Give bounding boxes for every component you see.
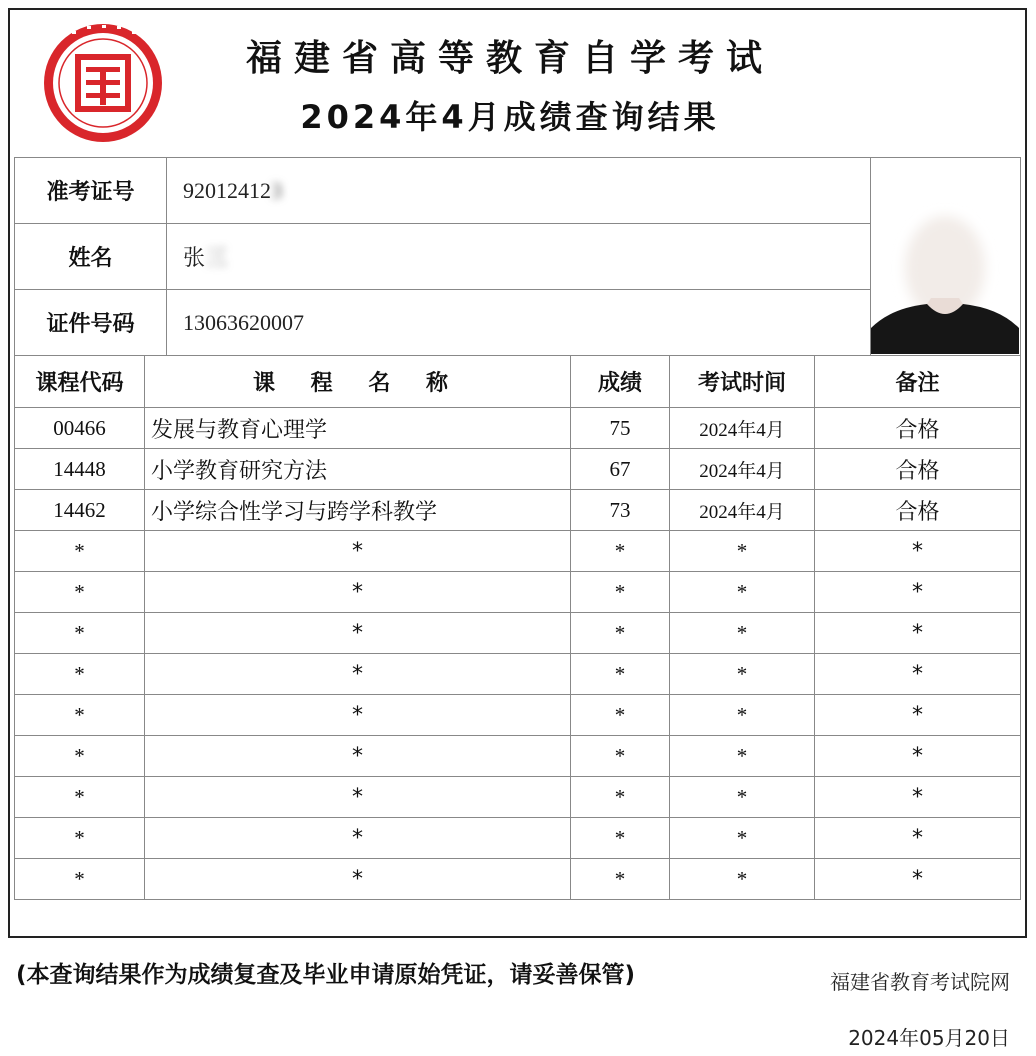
header-course-name: 课 程 名 称 bbox=[145, 356, 571, 408]
course-code-cell: 14448 bbox=[15, 449, 145, 490]
exam-time-cell: * bbox=[670, 613, 815, 654]
exam-time-cell: * bbox=[670, 695, 815, 736]
table-row bbox=[15, 490, 1021, 531]
course-code-cell: * bbox=[15, 736, 145, 777]
score-cell: * bbox=[571, 777, 670, 818]
table-row bbox=[15, 818, 1021, 859]
name-value: 张三 bbox=[167, 224, 871, 290]
course-code-cell: * bbox=[15, 695, 145, 736]
footer-date: 2024年05月20日 bbox=[848, 1026, 1010, 1050]
exam-time-cell: 2024年4月 bbox=[670, 490, 815, 531]
remark-cell: * bbox=[815, 531, 1021, 572]
course-name-cell: 小学综合性学习与跨学科教学 bbox=[145, 490, 571, 531]
course-code-cell: * bbox=[15, 654, 145, 695]
score-cell: * bbox=[571, 572, 670, 613]
course-name-cell: * bbox=[145, 654, 571, 695]
exam-time-cell: * bbox=[670, 777, 815, 818]
course-code-cell: 14462 bbox=[15, 490, 145, 531]
score-cell: * bbox=[571, 818, 670, 859]
course-code-cell: * bbox=[15, 777, 145, 818]
remark-cell: 合格 bbox=[815, 490, 1021, 531]
candidate-photo-icon bbox=[871, 158, 1019, 354]
score-cell: 67 bbox=[571, 449, 670, 490]
course-name-cell: * bbox=[145, 613, 571, 654]
course-name-cell: * bbox=[145, 531, 571, 572]
exam-time-cell: 2024年4月 bbox=[670, 449, 815, 490]
remark-cell: 合格 bbox=[815, 408, 1021, 449]
table-row bbox=[15, 695, 1021, 736]
course-code-cell: * bbox=[15, 818, 145, 859]
course-code-cell: * bbox=[15, 531, 145, 572]
score-cell: * bbox=[571, 654, 670, 695]
remark-cell: * bbox=[815, 777, 1021, 818]
remark-cell: * bbox=[815, 695, 1021, 736]
scores-header-row bbox=[15, 356, 1021, 408]
score-cell: * bbox=[571, 613, 670, 654]
table-row bbox=[15, 777, 1021, 818]
remark-cell: * bbox=[815, 859, 1021, 900]
score-cell: 75 bbox=[571, 408, 670, 449]
course-name-cell: * bbox=[145, 818, 571, 859]
course-name-cell: * bbox=[145, 777, 571, 818]
score-cell: * bbox=[571, 695, 670, 736]
scores-table bbox=[14, 355, 1021, 900]
id-number-label: 证件号码 bbox=[15, 290, 167, 356]
table-row bbox=[15, 408, 1021, 449]
remark-cell: * bbox=[815, 572, 1021, 613]
candidate-photo bbox=[871, 158, 1021, 356]
course-code-cell: * bbox=[15, 613, 145, 654]
exam-time-cell: * bbox=[670, 531, 815, 572]
admission-number-value: 920124123 bbox=[167, 158, 871, 224]
course-name-cell: * bbox=[145, 736, 571, 777]
course-code-cell: * bbox=[15, 859, 145, 900]
footer-org: 福建省教育考试院网 bbox=[830, 970, 1010, 994]
score-cell: * bbox=[571, 859, 670, 900]
course-name-cell: * bbox=[145, 859, 571, 900]
exam-time-cell: * bbox=[670, 859, 815, 900]
header-course-code: 课程代码 bbox=[15, 356, 145, 408]
course-name-cell: * bbox=[145, 572, 571, 613]
header-exam-time: 考试时间 bbox=[670, 356, 815, 408]
table-row bbox=[15, 736, 1021, 777]
table-row bbox=[15, 613, 1021, 654]
course-name-cell: 发展与教育心理学 bbox=[145, 408, 571, 449]
page-subtitle: 2024年4月成绩查询结果 bbox=[300, 98, 720, 136]
remark-cell: * bbox=[815, 818, 1021, 859]
score-cell: 73 bbox=[571, 490, 670, 531]
exam-time-cell: * bbox=[670, 572, 815, 613]
admission-number-label: 准考证号 bbox=[15, 158, 167, 224]
course-name-cell: * bbox=[145, 695, 571, 736]
footer-note: (本查询结果作为成绩复查及毕业申请原始凭证，请妥善保管) bbox=[16, 962, 636, 988]
name-label: 姓名 bbox=[15, 224, 167, 290]
remark-cell: * bbox=[815, 736, 1021, 777]
score-cell: * bbox=[571, 736, 670, 777]
remark-cell: 合格 bbox=[815, 449, 1021, 490]
remark-cell: * bbox=[815, 654, 1021, 695]
table-row bbox=[15, 449, 1021, 490]
table-row bbox=[15, 572, 1021, 613]
table-row bbox=[15, 531, 1021, 572]
table-row bbox=[15, 859, 1021, 900]
course-code-cell: 00466 bbox=[15, 408, 145, 449]
exam-time-cell: 2024年4月 bbox=[670, 408, 815, 449]
exam-time-cell: * bbox=[670, 736, 815, 777]
course-name-cell: 小学教育研究方法 bbox=[145, 449, 571, 490]
exam-authority-seal-icon bbox=[42, 22, 164, 144]
header-score: 成绩 bbox=[571, 356, 670, 408]
table-row bbox=[15, 654, 1021, 695]
header-remark: 备注 bbox=[815, 356, 1021, 408]
score-cell: * bbox=[571, 531, 670, 572]
exam-time-cell: * bbox=[670, 818, 815, 859]
exam-time-cell: * bbox=[670, 654, 815, 695]
remark-cell: * bbox=[815, 613, 1021, 654]
candidate-info-table bbox=[14, 157, 1021, 356]
page-title: 福建省高等教育自学考试 bbox=[245, 38, 774, 79]
course-code-cell: * bbox=[15, 572, 145, 613]
id-number-value: 13063620007 bbox=[167, 290, 871, 356]
